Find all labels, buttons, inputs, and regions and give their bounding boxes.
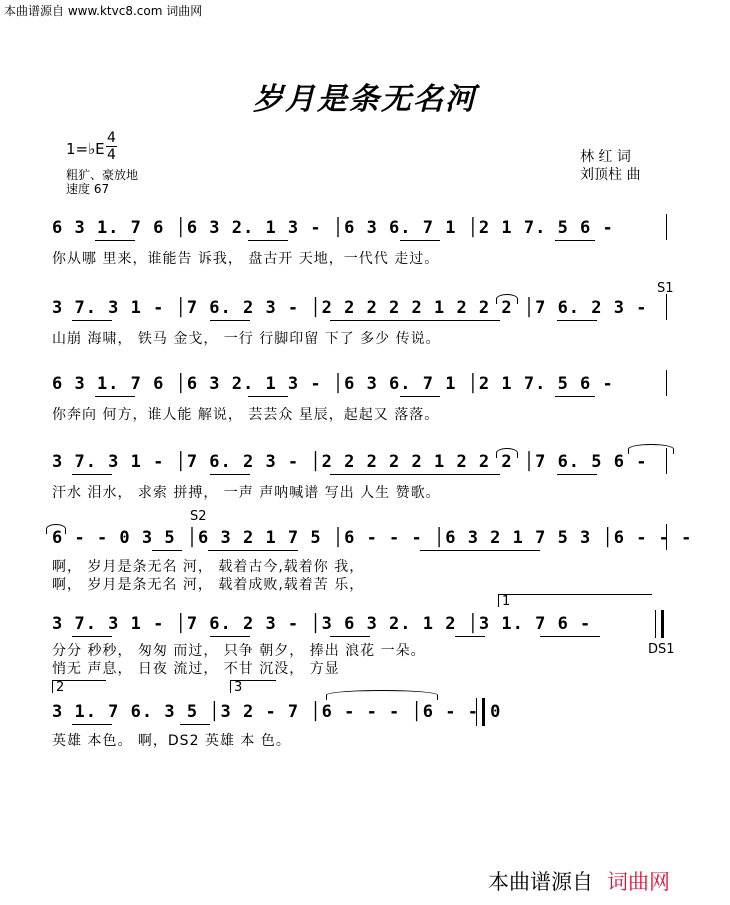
expression-text: 粗犷、豪放地 [66,168,139,182]
lyric-line-4: 汗水 泪水， 求索 拼搏， 一声 声呐喊谱 写出 人生 赞歌。 [52,485,441,501]
volta-3-label: 3 [234,680,243,695]
segno-s1: S1 [657,281,674,296]
beam [210,320,250,321]
beam [95,396,135,397]
beam [72,474,112,475]
tie-slur [628,444,674,454]
lyricist: 林 红 词 [580,149,631,165]
final-barline [476,698,485,726]
volta-bracket-3 [230,680,276,693]
beam [210,474,250,475]
volta-bracket-1 [498,594,652,607]
volta-2-label: 2 [56,680,65,695]
lyric-line-1: 你从哪 里来，谁能告 诉我， 盘古开 天地，一代代 走过。 [52,251,440,267]
lyric-line-6b: 悄无 声息， 日夜 流过， 不甘 沉没， 方显 [52,661,340,677]
barline [666,370,667,396]
notation-line-4: 3 7. 3 1 - │7 6. 2 3 - │2 2 2 2 2 1 2 2 2 │7 6. 5 6 - [52,452,648,472]
segno-s2: S2 [190,509,207,524]
beam [400,240,440,241]
time-signature [106,130,117,163]
meter-bottom: 4 [107,147,116,163]
lyric-line-7: 英雄 本色。 啊，DS2 英雄 本 色。 [52,733,291,749]
beam [248,240,288,241]
lyric-line-5a: 啊， 岁月是条无名 河， 载着古今,载着你 我， [52,559,365,575]
composer: 刘顶柱 曲 [580,167,641,183]
lyric-line-5b: 啊， 岁月是条无名 河， 载着成败,载着苦 乐， [52,577,365,593]
notation-line-3: 6 3 1. 7 6 │6 3 2. 1 3 - │6 3 6. 7 1 │2 1 7. 5 6 - [52,374,614,394]
barline [666,448,667,474]
tempo-text: 速度 67 [66,182,110,196]
lyric-line-6a: 分分 秒秒， 匆匆 而过， 只争 朝夕， 捧出 浪花 一朵。 [52,643,426,659]
header-text: 本曲谱源自 www.ktvc8.com 词曲网 [4,4,203,18]
beam [420,550,540,551]
notation-line-5: 6 - - 0 3 5 │6 3 2 1 7 5 │6 - - - │6 3 2 1 7 5 3 │6 - - - [52,528,693,548]
tie-slur [496,448,518,458]
beam [557,474,597,475]
tie-slur [496,294,518,304]
lyric-line-2: 山崩 海啸， 铁马 金戈， 一行 行脚印留 下了 多少 传说。 [52,331,441,347]
barline [666,214,667,240]
beam [248,396,288,397]
beam [208,550,298,551]
beam [557,320,597,321]
beam [152,550,182,551]
beam [330,320,500,321]
barline [666,524,667,550]
beam [330,636,370,637]
notation-line-7: 3 1. 7 6. 3 5 │3 2 - 7 │6 - - - │6 - - 0 [52,702,502,722]
beam [210,636,250,637]
beam [72,320,112,321]
barline [666,294,667,320]
footer-watermark [488,866,670,896]
volta-1-label: 1 [502,594,511,609]
beam [95,240,135,241]
beam [555,240,595,241]
lyric-line-3: 你奔向 何方，谁人能 解说， 芸芸众 星辰，起起又 落落。 [52,407,440,423]
meter-top: 4 [107,130,116,146]
song-title: 岁月是条无名河 [253,82,477,117]
tie-slur [326,690,438,700]
beam [455,636,485,637]
beam [72,636,112,637]
beam [330,474,500,475]
beam [540,636,600,637]
footer-text: 本曲谱源自 [488,870,593,894]
notation-line-2: 3 7. 3 1 - │7 6. 2 3 - │2 2 2 2 2 1 2 2 2 │7 6. 2 3 - [52,298,648,318]
beam [180,724,210,725]
beam [555,396,595,397]
footer-brand: 词曲网 [607,870,670,894]
beam [400,396,440,397]
key-signature: 1=♭E [66,140,105,158]
dal-segno-ds1: DS1 [648,642,675,657]
repeat-end-barline [655,610,664,638]
notation-line-1: 6 3 1. 7 6 │6 3 2. 1 3 - │6 3 6. 7 1 │2 1 7. 5 6 - [52,218,614,238]
beam [72,724,112,725]
notation-line-6: 3 7. 3 1 - │7 6. 2 3 - │3 6 3 2. 1 2 │3 1. 7 6 - [52,614,592,634]
volta-bracket-2 [52,680,106,693]
